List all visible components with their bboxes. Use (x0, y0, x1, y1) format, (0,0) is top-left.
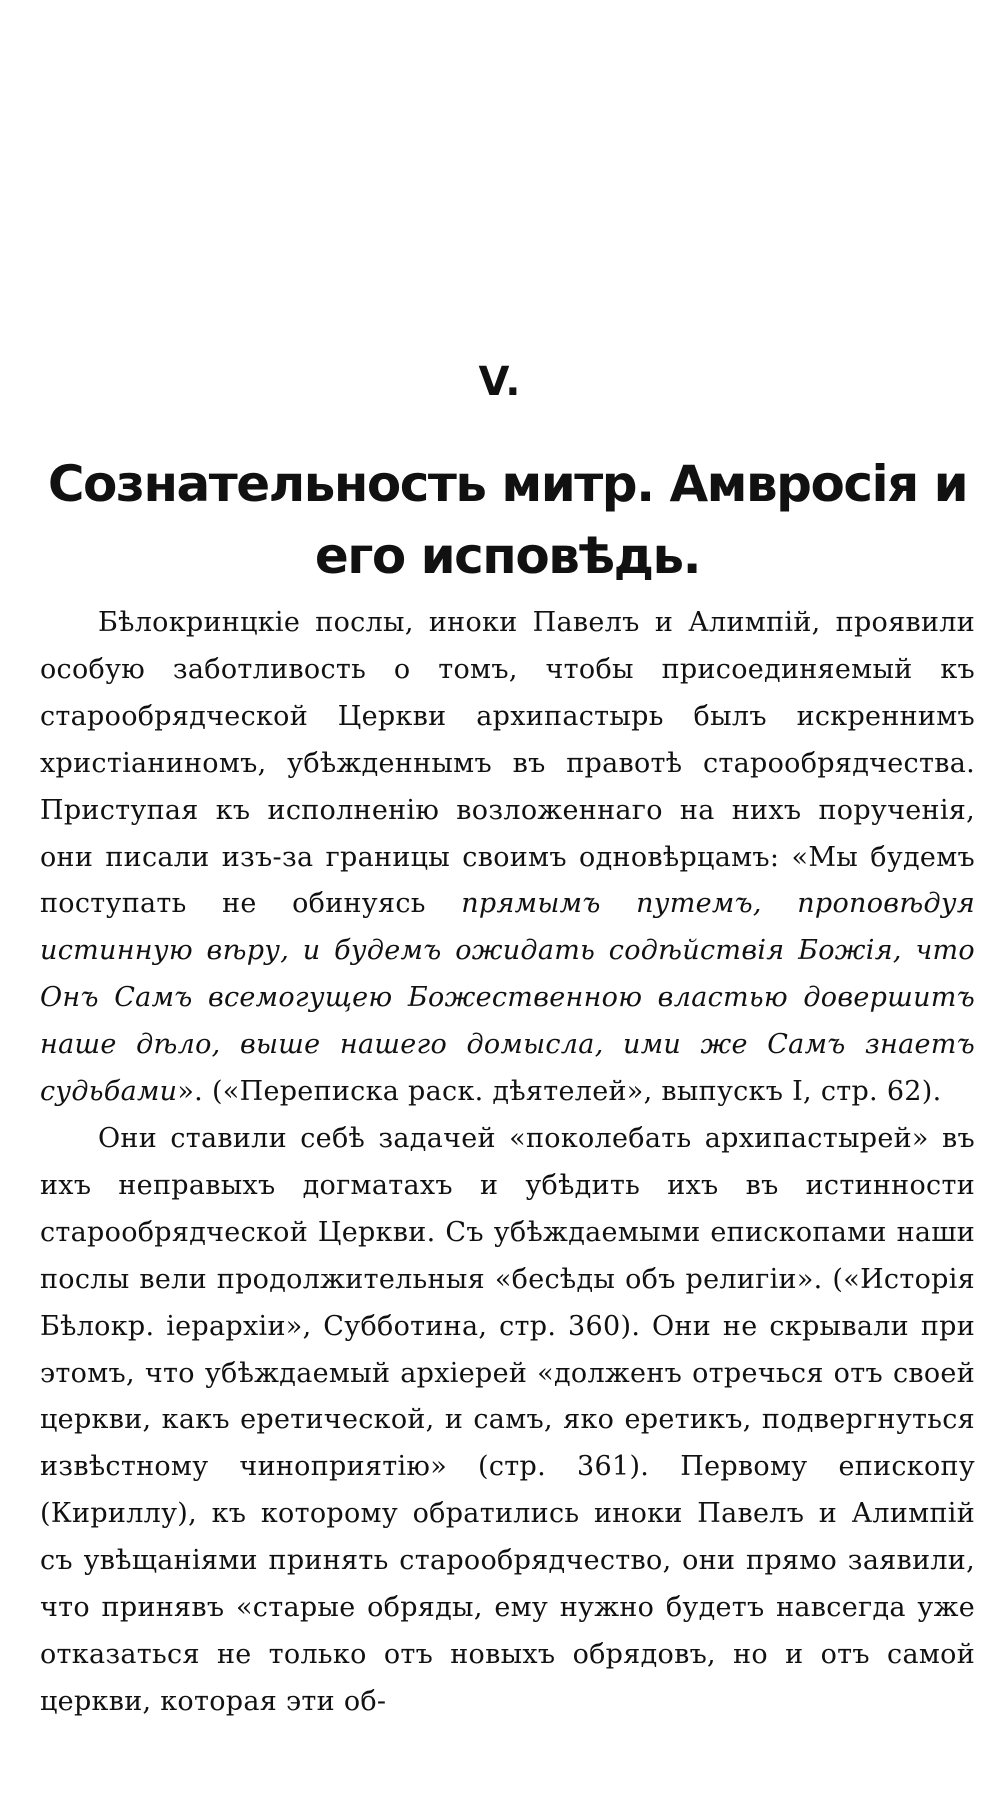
chapter-number: V. (478, 359, 522, 405)
paragraph-1 (40, 600, 975, 1116)
paragraph-1-text-a: Бѣлокринцкіе послы, иноки Павелъ и Алимпій, проявили особую заботливость о томъ, чтобы присоединяемый къ старообрядческой Церкви архипастырь былъ искреннимъ христіаниномъ, убѣжденнымъ въ правотѣ старообрядчества. Приступая къ исполненію возложеннаго на нихъ порученія, они писали изъ-за границы своимъ одновѣрцамъ: «Мы будемъ поступать не обинуясь (40, 607, 975, 920)
paragraph-1-italic-quote: прямымъ путемъ, проповѣдуя истинную вѣру, и будемъ ожидать содѣйствія Божія, что Онъ Самъ всемогущею Божественною властью довершитъ наше дѣло, выше нашего домысла, ими же Самъ знаетъ судьбами (40, 888, 975, 1108)
body-text (40, 600, 975, 1726)
paragraph-2 (40, 1116, 975, 1726)
paragraph-1-text-b: ». («Переписка раск. дѣятелей», выпускъ I, стр. 62). (177, 1076, 942, 1108)
paragraph-2-text: Они ставили себѣ задачей «поколебать архипастырей» въ ихъ неправыхъ догматахъ и убѣдить ихъ въ истинности старообрядческой Церкви. Съ убѣждаемыми епископами наши послы вели продолжительныя «бесѣды объ религіи». («Исторія Бѣлокр. іерархіи», Субботина, стр. 360). Они не скрывали при этомъ, что убѣждаемый архіерей «долженъ отречься отъ своей церкви, какъ еретической, и самъ, яко еретикъ, подвергнуться извѣстному чиноприятію» (стр. 361). Первому епископу (Кириллу), къ которому обратились иноки Павелъ и Алимпій съ увѣщаніями принять старообрядчество, они прямо заявили, что принявъ «старые обряды, ему нужно будетъ навсегда уже отказаться не только отъ новыхъ обрядовъ, но и отъ самой церкви, которая эти об- (40, 1122, 975, 1717)
chapter-title: Сознательность митр. Амвросія и его исповѣдь. (47, 455, 968, 585)
